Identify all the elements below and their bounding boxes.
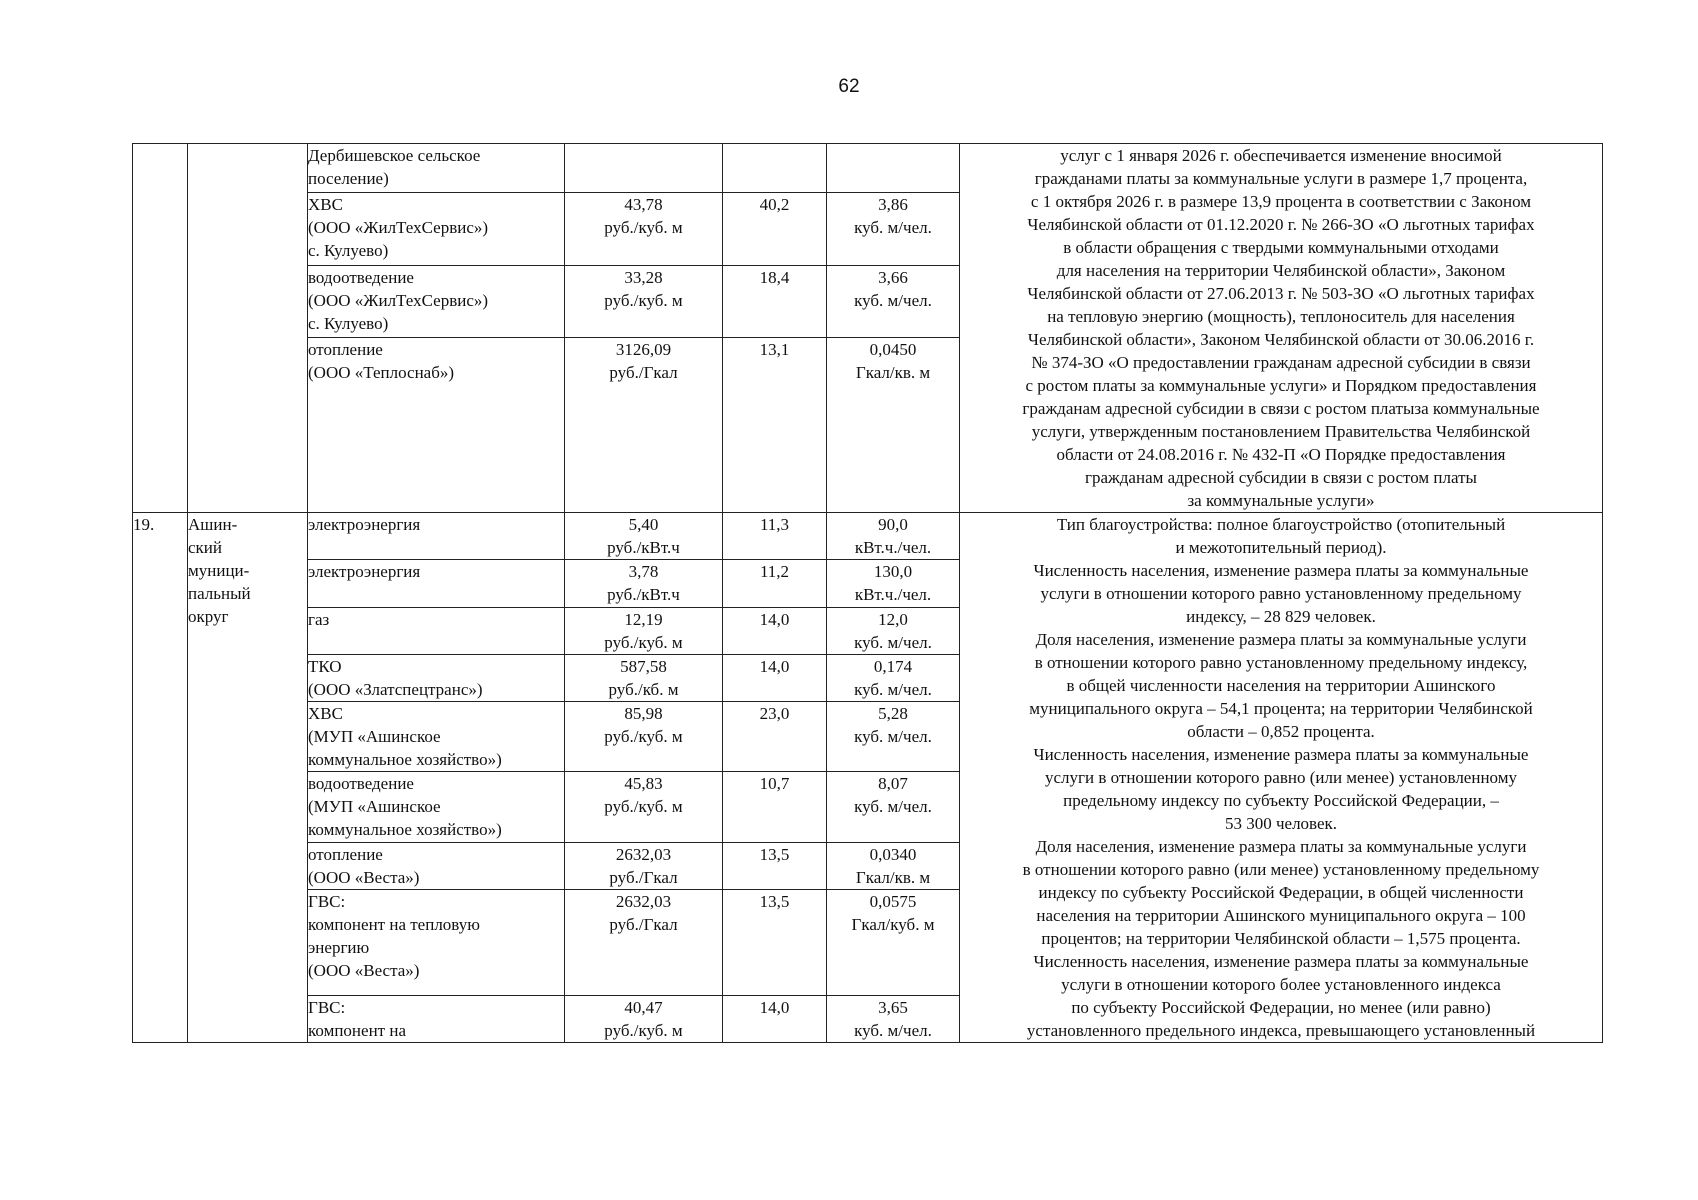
district-line: ский <box>188 538 222 557</box>
growth-cell <box>723 338 827 513</box>
volume-line: 12,0 <box>878 609 908 629</box>
growth-cell <box>723 560 827 607</box>
growth-value: 40,2 <box>759 194 790 214</box>
volume-cell <box>827 890 960 996</box>
service-line: (ООО «Теплоснаб») <box>308 363 455 383</box>
tariff-line: 43,78 <box>624 194 663 214</box>
note-line: Численность населения, изменение размера платы за коммунальные <box>1033 745 1529 764</box>
tariff-line: руб./кб. м <box>608 679 679 699</box>
volume-line: куб. м/чел. <box>854 797 932 817</box>
service-line: (ООО «Златспецтранс») <box>308 679 483 699</box>
note-line: Численность населения, изменение размера платы за коммунальные <box>1033 952 1529 971</box>
growth-value: 14,0 <box>759 656 790 676</box>
service-line: водоотведение <box>308 774 414 794</box>
volume-cell <box>827 995 960 1042</box>
service-cell <box>308 560 565 607</box>
tariff-line: руб./куб. м <box>604 632 683 652</box>
tariff-line: 40,47 <box>624 997 663 1017</box>
tariff-cell <box>565 995 723 1042</box>
service-cell <box>308 654 565 701</box>
volume-line: 5,28 <box>878 704 908 724</box>
note-line: индексу по субъекту Российской Федерации, в общей численности <box>1038 883 1524 902</box>
service-line: Дербишевское сельское <box>308 146 481 165</box>
tariff-line: руб./куб. м <box>604 290 683 310</box>
tariff-cell <box>565 513 723 560</box>
note-line: области – 0,852 процента. <box>1187 722 1375 741</box>
row-number-cell <box>133 513 188 1043</box>
service-cell <box>308 995 565 1042</box>
service-line: электроэнергия <box>308 515 421 534</box>
tariff-cell <box>565 338 723 513</box>
volume-cell <box>827 265 960 338</box>
tariff-line: 45,83 <box>624 774 663 794</box>
note-line: населения на территории Ашинского муниципального округа – 100 <box>1036 906 1526 925</box>
service-line: ГВС: <box>308 892 346 912</box>
volume-line: куб. м/чел. <box>854 679 932 699</box>
growth-value: 14,0 <box>759 609 790 629</box>
volume-line: куб. м/чел. <box>854 217 932 237</box>
volume-line: кВт.ч./чел. <box>854 538 932 557</box>
growth-cell <box>723 772 827 842</box>
tariff-line: руб./Гкал <box>609 363 678 383</box>
growth-value: 11,3 <box>759 515 790 534</box>
growth-cell <box>723 265 827 338</box>
growth-value: 13,1 <box>759 340 790 360</box>
volume-line: 3,66 <box>878 267 908 287</box>
tariff-line: 12,19 <box>624 609 663 629</box>
note-line: 53 300 человек. <box>1224 814 1338 833</box>
growth-cell <box>723 192 827 265</box>
district-line: округ <box>188 607 229 626</box>
service-line: с. Кулуево) <box>308 240 389 260</box>
note-line: области от 24.08.2016 г. № 432-П «О Порядке предоставления <box>1056 445 1506 464</box>
volume-line: Гкал/куб. м <box>851 915 935 935</box>
growth-value: 14,0 <box>759 997 790 1017</box>
volume-line: куб. м/чел. <box>854 727 932 747</box>
service-line: газ <box>308 609 330 629</box>
note-cell <box>960 144 1603 513</box>
volume-cell <box>827 772 960 842</box>
tariff-cell <box>565 702 723 772</box>
note-line: по субъекту Российской Федерации, но менее (или равно) <box>1071 998 1491 1017</box>
service-cell <box>308 702 565 772</box>
service-cell <box>308 338 565 513</box>
service-line: ТКО <box>308 656 342 676</box>
note-line: Челябинской области от 01.12.2020 г. № 266-ЗО «О льготных тарифах <box>1027 215 1535 234</box>
table-row <box>133 144 1603 193</box>
note-line: Тип благоустройства: полное благоустройство (отопительный <box>1056 515 1506 534</box>
note-line: в отношении которого равно установленному предельному индексу, <box>1034 653 1528 672</box>
table-row <box>133 513 1603 560</box>
growth-cell <box>723 995 827 1042</box>
volume-line: 8,07 <box>878 774 908 794</box>
volume-line: 3,65 <box>878 997 908 1017</box>
volume-line: 0,174 <box>873 656 913 676</box>
service-line: ХВС <box>308 704 343 724</box>
tariff-line: руб./кВт.ч <box>607 585 680 605</box>
tariff-table <box>132 143 1603 1043</box>
tariff-line: 2632,03 <box>615 844 672 864</box>
tariff-line: 587,58 <box>620 656 667 676</box>
note-line: процентов; на территории Челябинской области – 1,575 процента. <box>1041 929 1521 948</box>
note-cell <box>960 513 1603 1043</box>
service-line: ГВС: <box>308 997 346 1017</box>
tariff-line: 5,40 <box>628 515 659 534</box>
tariff-cell <box>565 842 723 889</box>
volume-line: куб. м/чел. <box>854 1020 932 1040</box>
service-line: электроэнергия <box>308 562 421 582</box>
volume-cell <box>827 513 960 560</box>
service-line: водоотведение <box>308 267 414 287</box>
service-line: ХВС <box>308 194 343 214</box>
service-line: с. Кулуево) <box>308 313 389 333</box>
service-cell <box>308 607 565 654</box>
growth-cell <box>723 842 827 889</box>
row-number-cell <box>133 144 188 513</box>
volume-line: Гкал/кв. м <box>855 867 931 887</box>
tariff-cell <box>565 772 723 842</box>
tariff-cell <box>565 654 723 701</box>
tariff-line: руб./куб. м <box>604 217 683 237</box>
note-line: № 374-ЗО «О предоставлении гражданам адресной субсидии в связи <box>1031 353 1531 372</box>
note-line: Челябинской области от 27.06.2013 г. № 503-ЗО «О льготных тарифах <box>1027 284 1535 303</box>
note-line: гражданам адресной субсидии в связи с ростом платыза коммунальные <box>1022 399 1540 418</box>
service-line: (ООО «Веста») <box>308 867 420 887</box>
note-line: с 1 октября 2026 г. в размере 13,9 процента в соответствии с Законом <box>1030 192 1532 211</box>
volume-line: 90,0 <box>878 515 908 534</box>
district-cell <box>188 513 308 1043</box>
note-line: с ростом платы за коммунальные услуги» и Порядком предоставления <box>1025 376 1537 395</box>
tariff-line: руб./Гкал <box>609 867 678 887</box>
volume-cell <box>827 560 960 607</box>
district-line: пальный <box>188 584 251 603</box>
volume-cell <box>827 144 960 193</box>
growth-value: 13,5 <box>759 844 790 864</box>
note-line: в отношении которого равно (или менее) установленному предельному <box>1022 860 1540 879</box>
note-line: услуги в отношении которого равно (или менее) установленному <box>1045 768 1517 787</box>
service-line: (МУП «Ашинское <box>308 727 441 747</box>
service-cell <box>308 842 565 889</box>
service-line: энергию <box>308 938 370 958</box>
note-line: услуги, утвержденным постановлением Правительства Челябинской <box>1031 422 1531 441</box>
district-line: Ашин- <box>188 515 238 534</box>
tariff-line: руб./Гкал <box>609 915 678 935</box>
growth-value: 13,5 <box>759 892 790 912</box>
service-cell <box>308 513 565 560</box>
note-line: Доля населения, изменение размера платы за коммунальные услуги <box>1035 630 1527 649</box>
note-line: услуг с 1 января 2026 г. обеспечивается изменение вносимой <box>1060 146 1502 165</box>
service-cell <box>308 890 565 996</box>
service-cell <box>308 144 565 193</box>
tariff-cell <box>565 192 723 265</box>
district-cell <box>188 144 308 513</box>
note-line: для населения на территории Челябинской области», Законом <box>1056 261 1506 280</box>
service-cell <box>308 772 565 842</box>
growth-cell <box>723 890 827 996</box>
tariff-line: руб./куб. м <box>604 797 683 817</box>
service-line: отопление <box>308 340 383 360</box>
service-line: (ООО «ЖилТехСервис») <box>308 290 489 310</box>
service-line: (МУП «Ашинское <box>308 797 441 817</box>
tariff-line: руб./куб. м <box>604 727 683 747</box>
note-line: и межотопительный период). <box>1175 538 1387 557</box>
note-line: в области обращения с твердыми коммунальными отходами <box>1063 238 1499 257</box>
service-line: коммунальное хозяйство») <box>308 820 502 840</box>
volume-cell <box>827 702 960 772</box>
tariff-cell <box>565 890 723 996</box>
growth-cell <box>723 144 827 193</box>
tariff-line: руб./кВт.ч <box>607 538 680 557</box>
note-line: гражданами платы за коммунальные услуги в размере 1,7 процента, <box>1034 169 1528 188</box>
tariff-cell <box>565 607 723 654</box>
note-line: гражданам адресной субсидии в связи с ростом платы <box>1085 468 1477 487</box>
service-line: коммунальное хозяйство») <box>308 750 502 770</box>
note-line: индексу, – 28 829 человек. <box>1186 607 1376 626</box>
service-cell <box>308 265 565 338</box>
tariff-line: 3126,09 <box>615 340 672 360</box>
note-line: Челябинской области», Законом Челябинской области от 30.06.2016 г. <box>1027 330 1535 349</box>
growth-value: 11,2 <box>759 562 790 582</box>
volume-line: 0,0575 <box>869 892 917 912</box>
volume-line: 3,86 <box>878 194 908 214</box>
note-line: предельному индексу по субъекту Российской Федерации, – <box>1063 791 1499 810</box>
note-line: услуги в отношении которого равно установленному предельному <box>1040 584 1522 603</box>
row-number: 19. <box>133 515 155 534</box>
growth-value: 23,0 <box>759 704 790 724</box>
tariff-cell <box>565 560 723 607</box>
tariff-line: 3,78 <box>628 562 659 582</box>
volume-cell <box>827 338 960 513</box>
tariff-cell <box>565 144 723 193</box>
note-line: за коммунальные услуги» <box>1187 491 1375 510</box>
volume-line: кВт.ч./чел. <box>854 585 932 605</box>
service-cell <box>308 192 565 265</box>
volume-cell <box>827 192 960 265</box>
note-line: установленного предельного индекса, превышающего установленный <box>1026 1021 1536 1040</box>
note-line: Численность населения, изменение размера платы за коммунальные <box>1033 561 1529 580</box>
service-line: (ООО «Веста») <box>308 961 420 981</box>
growth-cell <box>723 607 827 654</box>
note-line: Доля населения, изменение размера платы за коммунальные услуги <box>1035 837 1527 856</box>
service-line: компонент на <box>308 1020 406 1040</box>
tariff-line: 33,28 <box>624 267 663 287</box>
note-line: муниципального округа – 54,1 процента; на территории Челябинской <box>1029 699 1533 718</box>
volume-cell <box>827 654 960 701</box>
tariff-line: 85,98 <box>624 704 663 724</box>
service-line: поселение) <box>308 169 389 188</box>
service-line: отопление <box>308 844 383 864</box>
growth-cell <box>723 654 827 701</box>
volume-line: 0,0340 <box>869 844 917 864</box>
volume-line: куб. м/чел. <box>854 290 932 310</box>
growth-value: 18,4 <box>759 267 790 287</box>
volume-cell <box>827 842 960 889</box>
volume-line: Гкал/кв. м <box>855 363 931 383</box>
note-line: услуги в отношении которого более установленного индекса <box>1061 975 1501 994</box>
tariff-line: руб./куб. м <box>604 1020 683 1040</box>
growth-cell <box>723 702 827 772</box>
page-number: 62 <box>838 76 860 97</box>
growth-cell <box>723 513 827 560</box>
district-line: муници- <box>188 561 250 580</box>
tariff-line: 2632,03 <box>615 892 672 912</box>
volume-line: 130,0 <box>873 562 913 582</box>
volume-line: 0,0450 <box>869 340 917 360</box>
note-line: на тепловую энергию (мощность), теплоноситель для населения <box>1047 307 1515 326</box>
note-line: в общей численности населения на территории Ашинского <box>1066 676 1496 695</box>
volume-cell <box>827 607 960 654</box>
service-line: компонент на тепловую <box>308 915 480 935</box>
volume-line: куб. м/чел. <box>854 632 932 652</box>
service-line: (ООО «ЖилТехСервис») <box>308 217 489 237</box>
tariff-cell <box>565 265 723 338</box>
growth-value: 10,7 <box>759 774 790 794</box>
